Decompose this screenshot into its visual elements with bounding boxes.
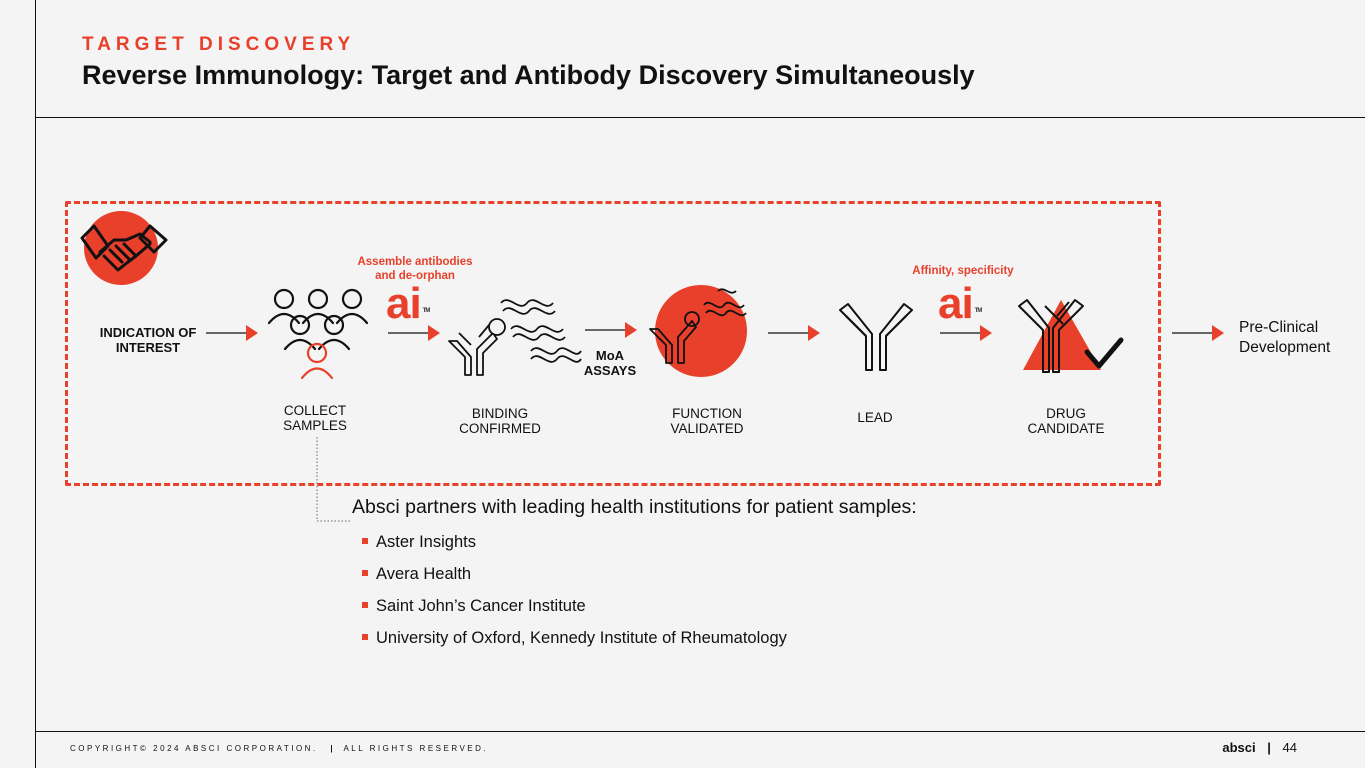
footer-divider — [35, 731, 1365, 732]
people-group-icon — [262, 285, 370, 383]
header-divider — [35, 117, 1365, 118]
antibody-icon — [445, 283, 585, 383]
bullet-icon — [362, 634, 368, 640]
partners-heading: Absci partners with leading health institutions for patient samples: — [352, 496, 917, 518]
arrow-right-icon — [206, 323, 258, 343]
arrow-right-icon — [940, 323, 992, 343]
list-item: Aster Insights — [362, 532, 787, 564]
page-title: Reverse Immunology: Target and Antibody Discovery Simultaneously — [82, 60, 975, 90]
page-number: 44 — [1282, 740, 1297, 755]
arrow-right-icon — [768, 323, 820, 343]
moa-assays-label: MoA ASSAYS — [583, 348, 637, 378]
absci-logo: absci — [1222, 740, 1256, 755]
annotation-affinity: Affinity, specificity — [912, 265, 1014, 277]
list-item: University of Oxford, Kennedy Institute of Rheumatology — [362, 628, 787, 660]
annotation-assemble: Assemble antibodies and de-orphan — [357, 256, 473, 282]
antibody-icon — [836, 300, 916, 374]
list-item: Avera Health — [362, 564, 787, 596]
stage-binding-confirmed: BINDING CONFIRMED — [459, 406, 541, 436]
outcome-label: Pre-Clinical Development — [1239, 319, 1331, 356]
left-rule — [35, 0, 36, 768]
arrow-right-icon — [1172, 323, 1224, 343]
protein-helix-icon — [648, 283, 758, 383]
partners-list — [362, 532, 787, 660]
ai-logo: ai TM — [938, 279, 982, 328]
stage-drug-candidate: DRUG CANDIDATE — [1027, 406, 1105, 436]
footer-copyright: COPYRIGHT© 2024 ABSCI CORPORATION. | ALL RIGHTS RESERVED. — [70, 744, 489, 753]
samples-connector — [316, 437, 356, 523]
arrow-right-icon — [388, 323, 440, 343]
ai-logo: ai TM — [386, 279, 430, 328]
bullet-icon — [362, 538, 368, 544]
list-item: Saint John’s Cancer Institute — [362, 596, 787, 628]
indication-label: INDICATION OF INTEREST — [99, 325, 197, 355]
bullet-icon — [362, 602, 368, 608]
checkmark-icon — [1015, 296, 1127, 376]
stage-lead: LEAD — [857, 410, 893, 425]
footer-brand: absci | 44 — [1222, 740, 1297, 755]
bullet-icon — [362, 570, 368, 576]
stage-function-validated: FUNCTION VALIDATED — [670, 406, 744, 436]
section-eyebrow: TARGET DISCOVERY — [82, 34, 356, 55]
stage-collect-samples: COLLECT SAMPLES — [283, 403, 347, 433]
handshake-icon — [78, 210, 170, 290]
arrow-right-icon — [585, 320, 637, 340]
process-frame — [65, 201, 1161, 486]
